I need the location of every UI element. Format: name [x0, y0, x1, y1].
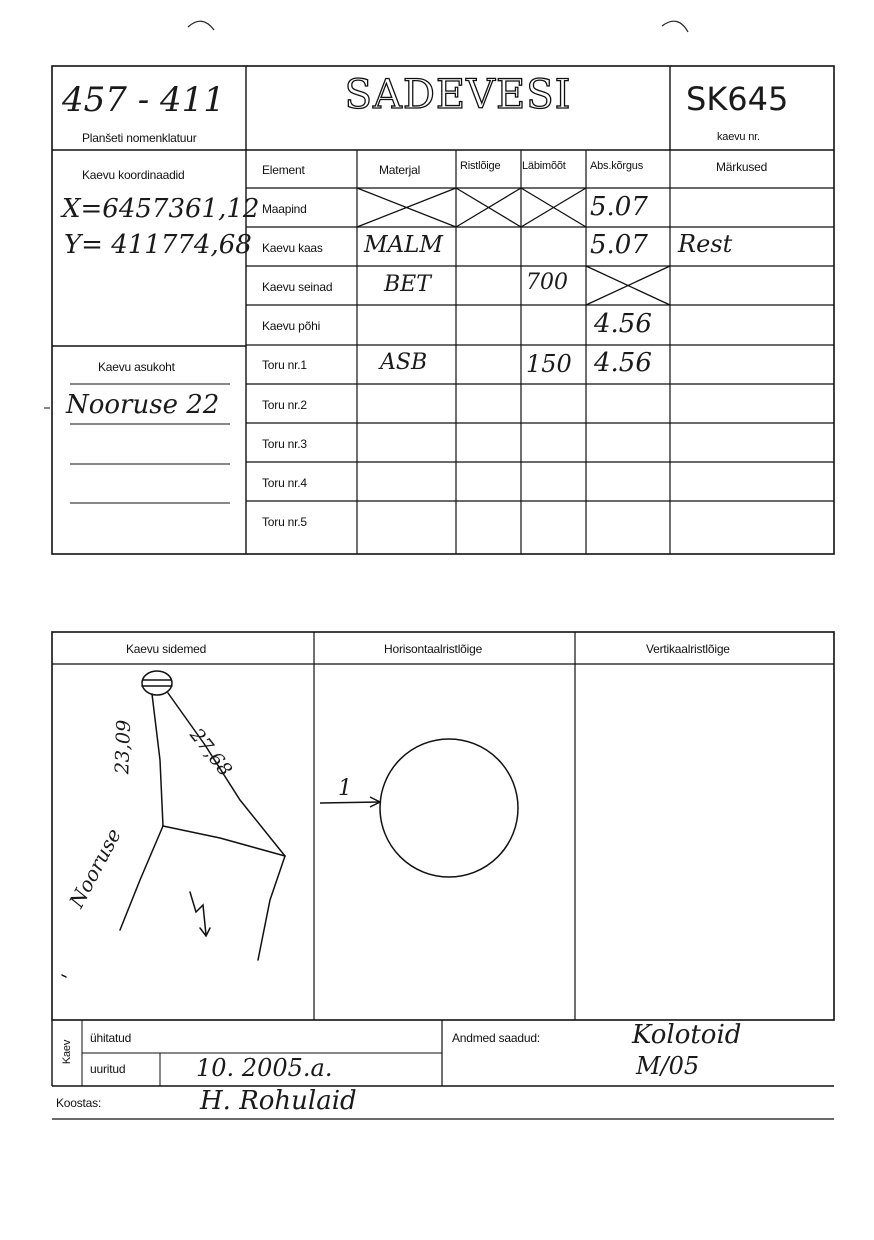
table-row-element: Kaevu kaas: [262, 241, 323, 255]
table-row-element: Toru nr.4: [262, 476, 307, 490]
table-cell-elevation: 5.07: [590, 230, 648, 260]
data-received-value-2: M/05: [636, 1052, 700, 1080]
table-cell-material: BET: [384, 272, 431, 297]
table-cell-elevation: 4.56: [594, 309, 652, 339]
table-cell-material: ASB: [380, 350, 428, 375]
header-material: Materjal: [379, 163, 421, 177]
table-cell-notes: Rest: [678, 230, 733, 258]
table-cell-elevation: 5.07: [590, 192, 648, 222]
table-row-element: Toru nr.1: [262, 358, 307, 372]
sheet-label: Planšeti nomenklatuur: [82, 131, 197, 145]
row2-label: uuritud: [90, 1062, 126, 1076]
sketch-col3-title: Vertikaalristlõige: [646, 642, 730, 656]
form-title: SADEVESI: [344, 72, 572, 118]
connections-sketch: [62, 671, 285, 977]
table-row-element: Toru nr.2: [262, 398, 307, 412]
pipe-number-label: 1: [338, 776, 352, 801]
header-cross-section: Ristlõige: [460, 160, 501, 172]
table-cell-elevation: 4.56: [594, 348, 652, 378]
table-cell-diameter: 150: [526, 350, 572, 378]
coordinate-x: X=6457361,12: [62, 194, 260, 224]
coordinates-label: Kaevu koordinaadid: [82, 168, 185, 182]
row1-label: ühitatud: [90, 1031, 132, 1045]
well-circle: [380, 739, 518, 877]
footer-side-label: Kaev: [61, 1039, 73, 1065]
header-elevation: Abs.kõrgus: [590, 160, 644, 172]
table-cell-material: MALM: [364, 232, 443, 258]
table-row-element: Kaevu põhi: [262, 319, 321, 333]
punch-mark-right: [662, 21, 688, 32]
table-row-element: Kaevu seinad: [262, 280, 333, 294]
compiled-by-label: Koostas:: [56, 1096, 102, 1110]
compiled-by-value: H. Rohulaid: [200, 1086, 357, 1116]
well-label: kaevu nr.: [717, 131, 760, 143]
sketch-col2-title: Horisontaalristlõige: [384, 642, 483, 656]
location-value: Nooruse 22: [66, 390, 220, 420]
sketch-col1-title: Kaevu sidemed: [126, 642, 207, 656]
distance-right-label: 27,68: [185, 724, 237, 781]
table-row-element: Toru nr.3: [262, 437, 307, 451]
street-label: Nooruse: [64, 824, 126, 912]
well-number: SK645: [686, 80, 789, 118]
data-received-value-1: Kolotoid: [632, 1020, 742, 1050]
sheet-number: 457 - 411: [62, 80, 225, 120]
header-notes: Märkused: [716, 160, 768, 174]
header-element: Element: [262, 163, 305, 177]
punch-mark-left: [188, 21, 214, 30]
table-row-element: Toru nr.5: [262, 515, 307, 529]
coordinate-y: Y= 411774,68: [64, 230, 252, 260]
table-cell-diameter: 700: [526, 270, 568, 295]
row2-value: 10. 2005.a.: [196, 1054, 333, 1082]
distance-left-label: 23,09: [111, 719, 136, 775]
data-received-label: Andmed saadud:: [452, 1031, 540, 1045]
header-diameter: Läbimõõt: [522, 160, 566, 172]
location-label: Kaevu asukoht: [98, 360, 175, 374]
table-row-element: Maapind: [262, 202, 307, 216]
